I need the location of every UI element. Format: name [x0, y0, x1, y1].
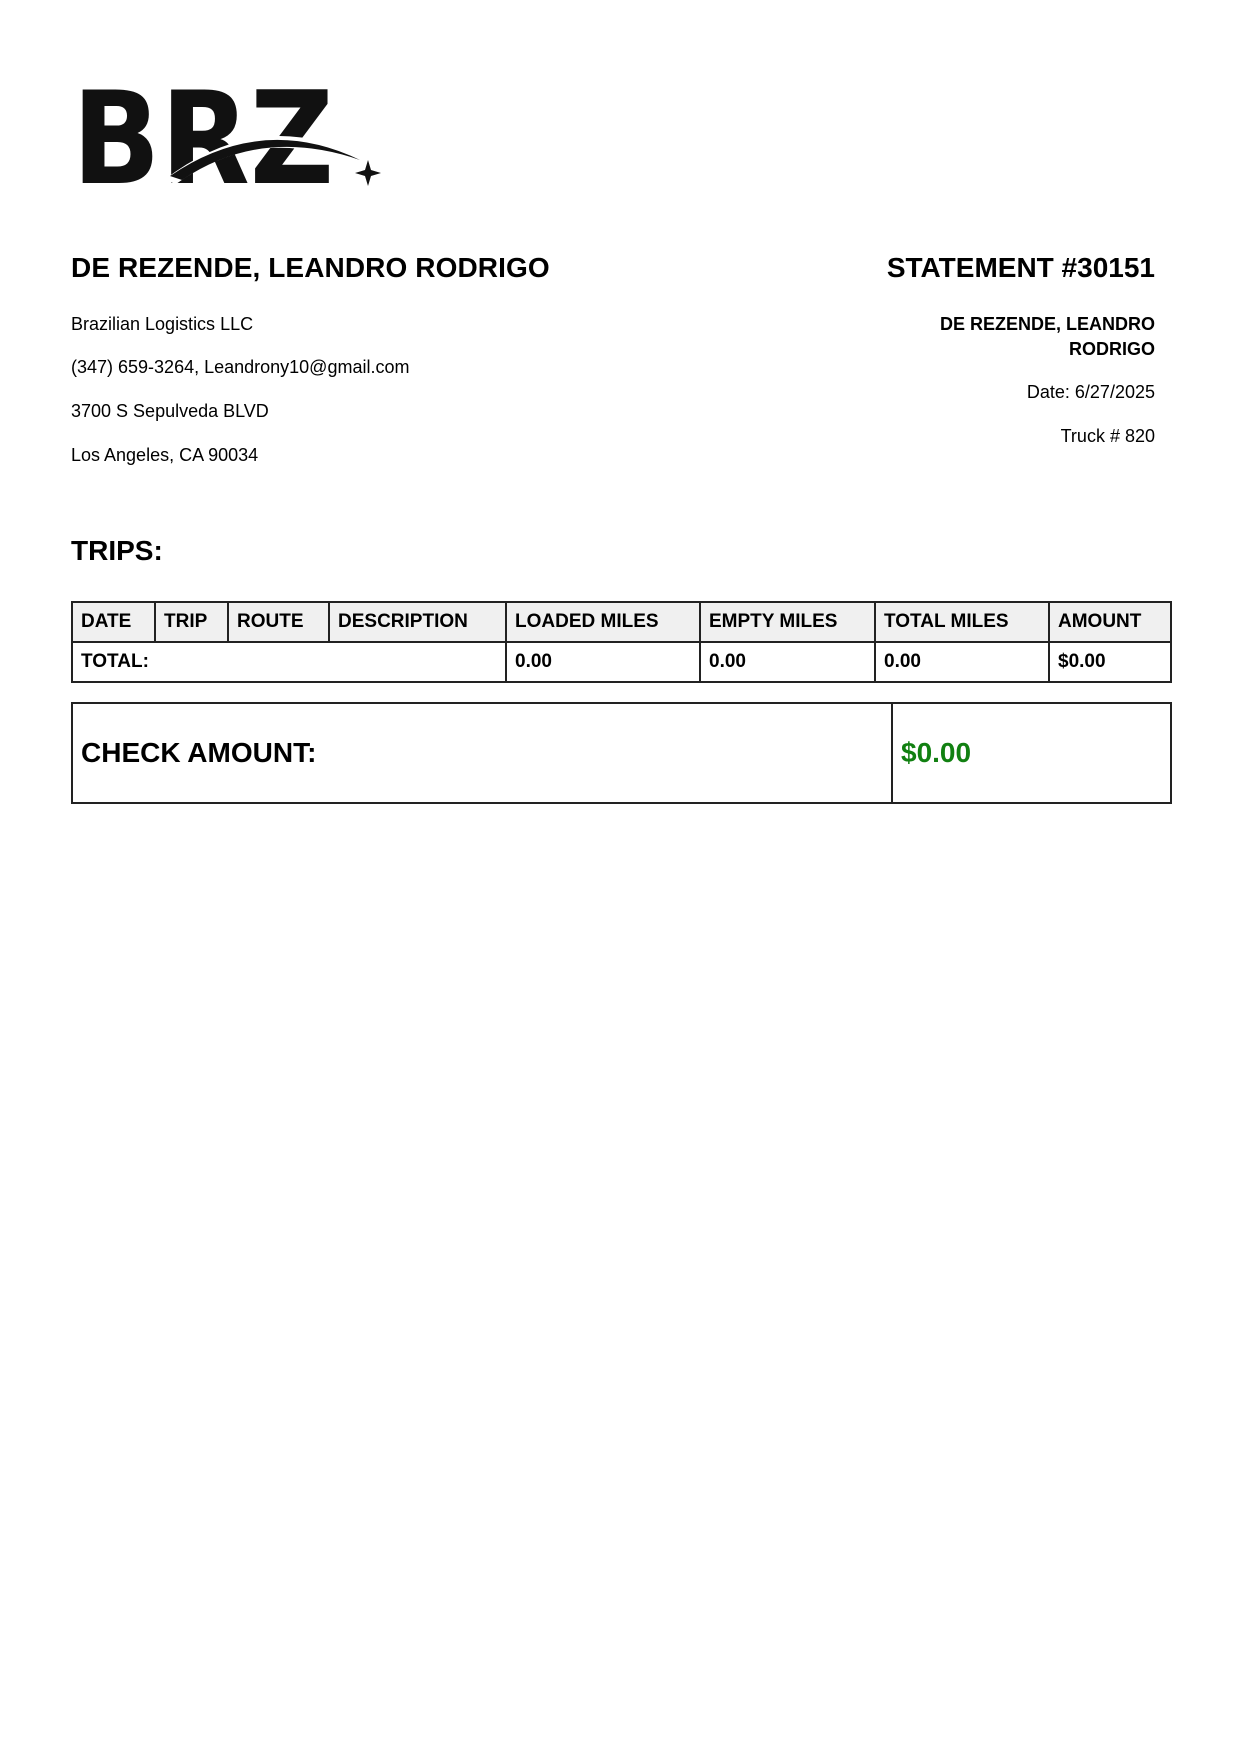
- trips-section-title: TRIPS:: [71, 535, 163, 566]
- column-header-loaded-miles: LOADED MILES: [506, 602, 700, 642]
- column-header-route: ROUTE: [228, 602, 329, 642]
- table-header-row: [72, 602, 1171, 642]
- column-header-trip: TRIP: [155, 602, 228, 642]
- total-label: TOTAL:: [72, 642, 506, 682]
- check-amount-value: $0.00: [892, 703, 1171, 803]
- company-logo: [72, 80, 382, 190]
- address-line-1: 3700 S Sepulveda BLVD: [71, 401, 269, 421]
- logo-text: BRZ: [72, 80, 334, 190]
- trips-table: [71, 601, 1172, 683]
- column-header-total-miles: TOTAL MILES: [875, 602, 1049, 642]
- column-header-amount: AMOUNT: [1049, 602, 1171, 642]
- total-total-miles: 0.00: [875, 642, 1049, 682]
- check-amount-table: [71, 702, 1172, 804]
- total-row: [72, 642, 1171, 682]
- truck-number: Truck # 820: [1060, 426, 1155, 446]
- driver-name: DE REZENDE, LEANDRO RODRIGO: [71, 252, 550, 283]
- check-amount-row: [72, 703, 1171, 803]
- driver-contact: (347) 659-3264, Leandrony10@gmail.com: [71, 357, 410, 377]
- check-amount-label: CHECK AMOUNT:: [72, 703, 892, 803]
- column-header-empty-miles: EMPTY MILES: [700, 602, 875, 642]
- address-line-2: Los Angeles, CA 90034: [71, 445, 259, 465]
- company-name: Brazilian Logistics LLC: [71, 314, 254, 334]
- statement-driver-name: DE REZENDE, LEANDRO RODRIGO: [939, 314, 1155, 359]
- total-loaded-miles: 0.00: [506, 642, 700, 682]
- total-empty-miles: 0.00: [700, 642, 875, 682]
- brz-logo-icon: [72, 80, 382, 190]
- column-header-description: DESCRIPTION: [329, 602, 506, 642]
- column-header-date: DATE: [72, 602, 155, 642]
- statement-title: STATEMENT #30151: [886, 252, 1155, 283]
- statement-date: Date: 6/27/2025: [1026, 382, 1155, 402]
- total-amount: $0.00: [1049, 642, 1171, 682]
